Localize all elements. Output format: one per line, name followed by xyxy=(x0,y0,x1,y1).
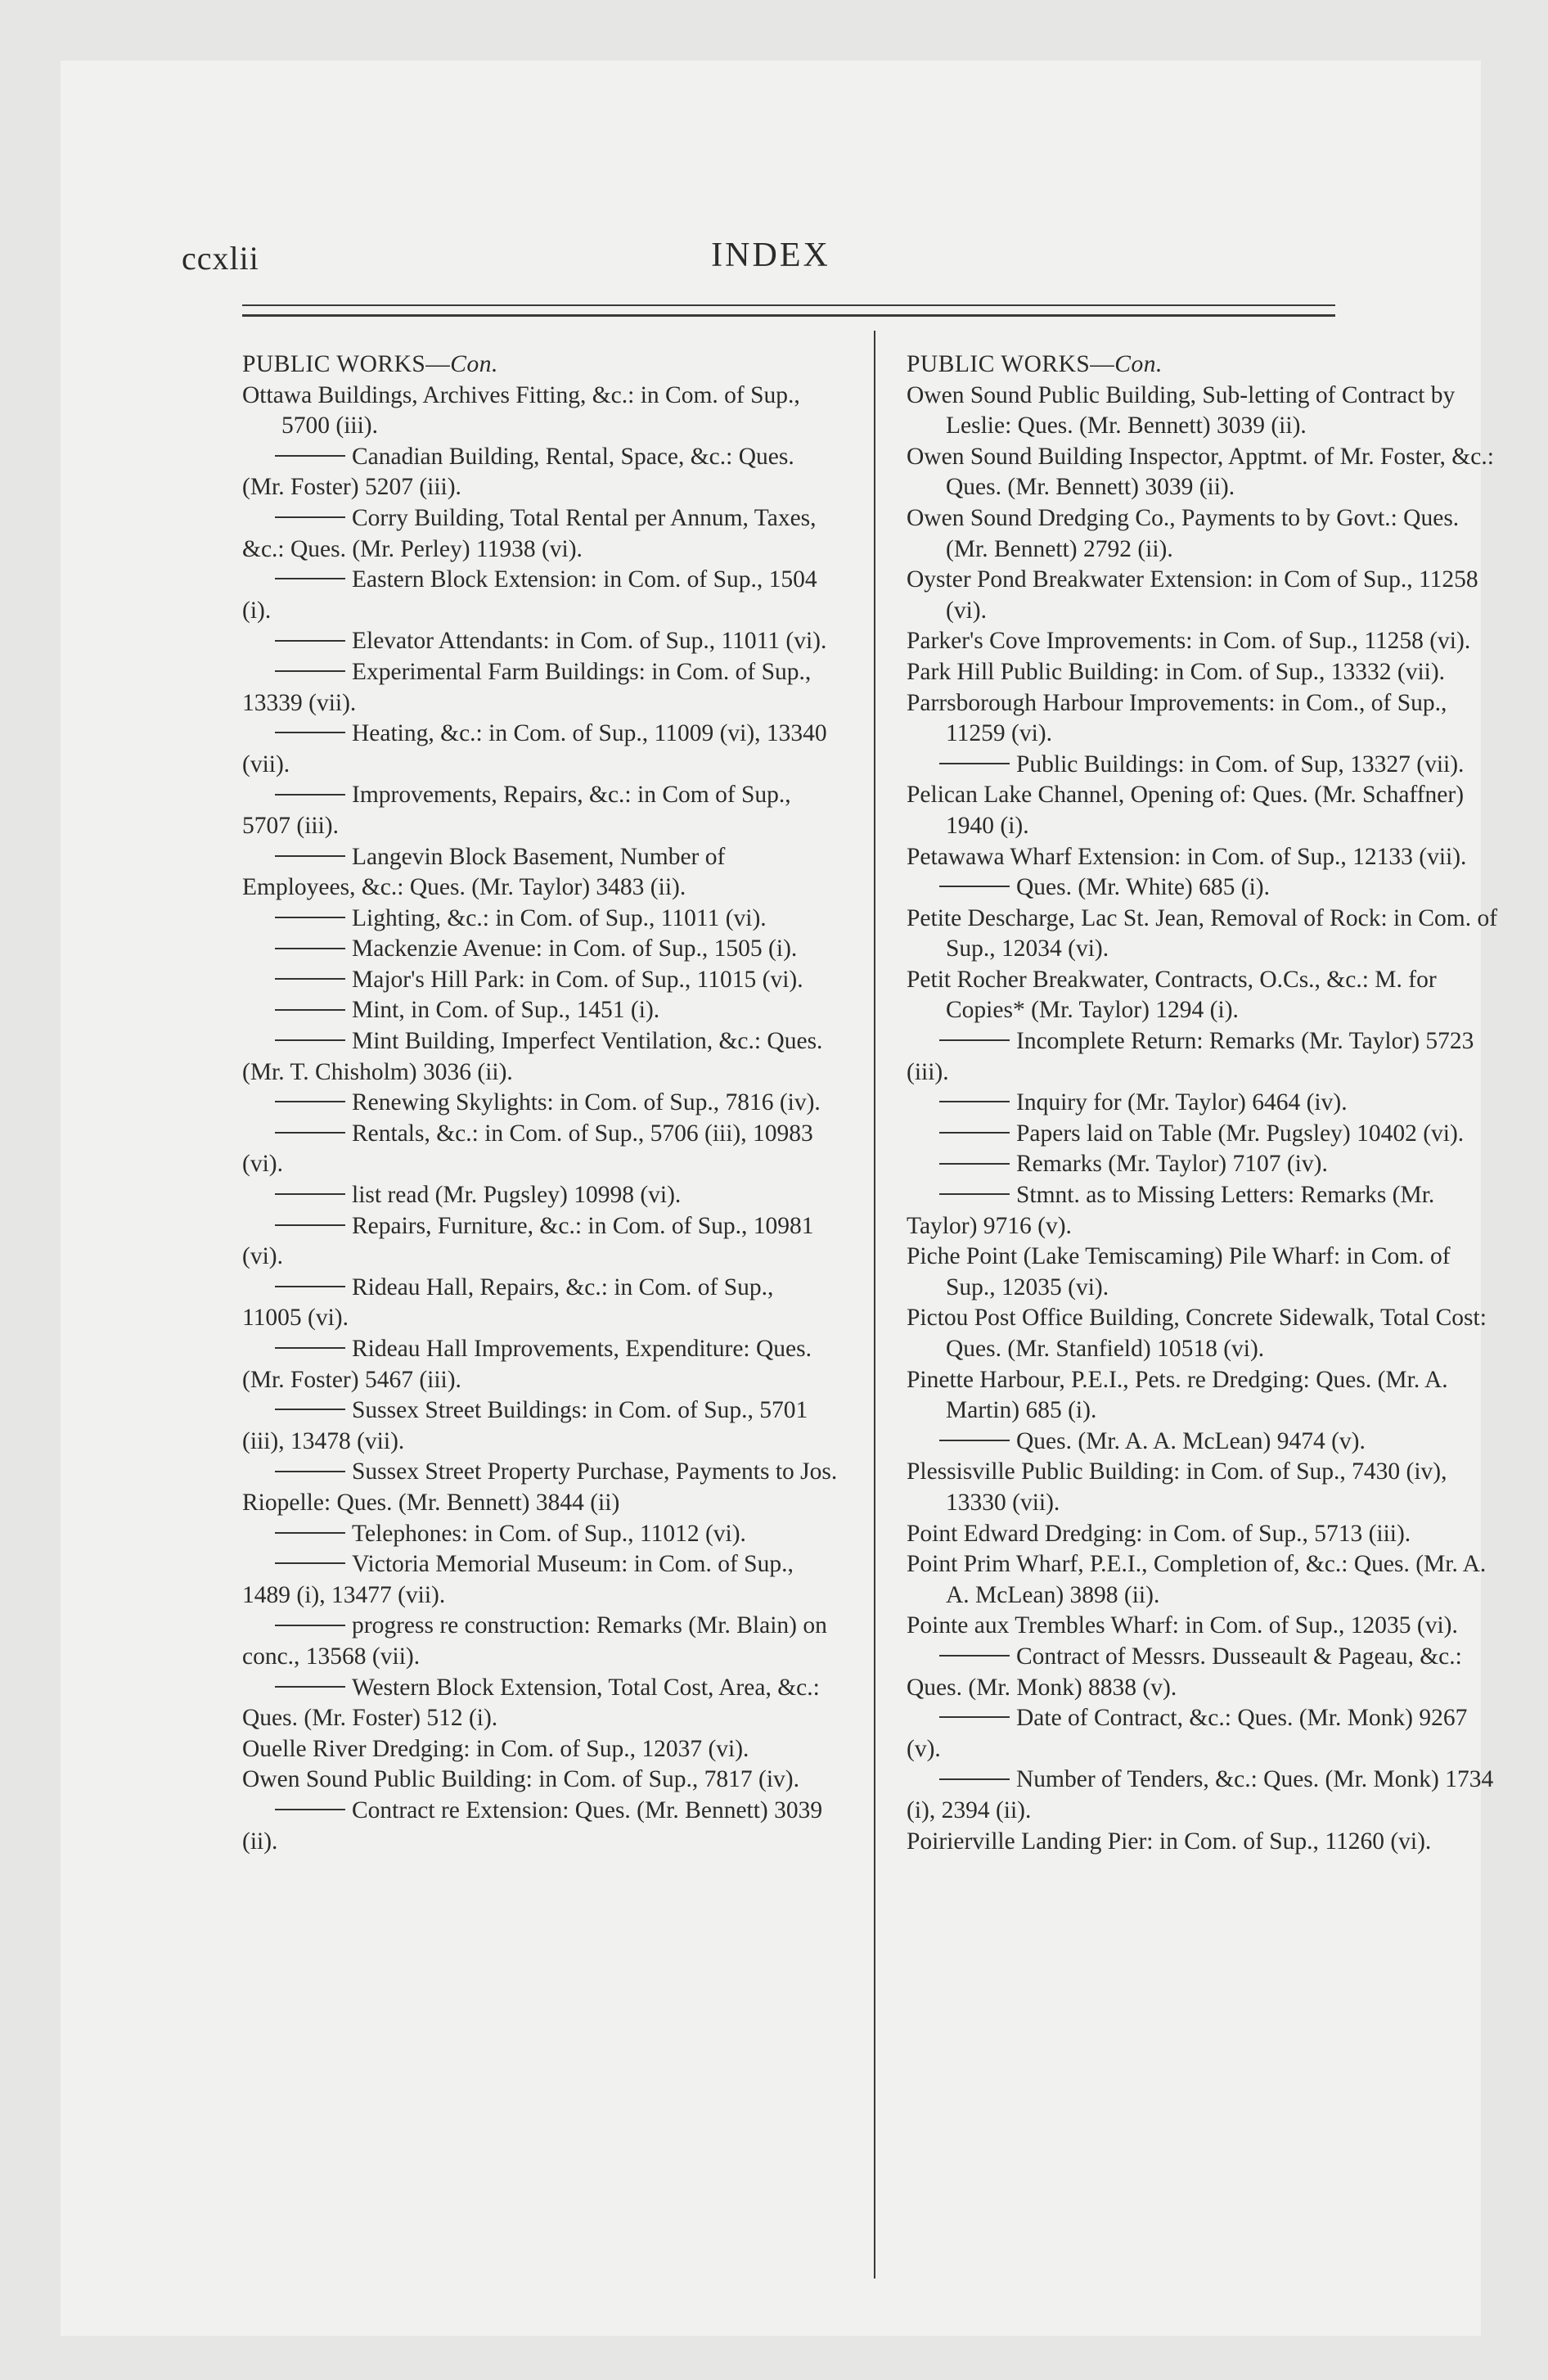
index-subentry xyxy=(242,965,838,996)
entry-text: Park Hill Public Building: in Com. of Sup., 13332 (vii). xyxy=(907,658,1446,685)
entry-text: Point Edward Dredging: in Com. of Sup., 5713 (iii). xyxy=(907,1520,1411,1547)
index-subentry xyxy=(242,626,838,657)
entry-text: Papers laid on Table (Mr. Pugsley) 10402 (vi). xyxy=(1016,1120,1465,1147)
entry-text: Pelican Lake Channel, Opening of: Ques. (Mr. Schaffner) 1940 (i). xyxy=(907,782,1465,839)
entry-text: Point Prim Wharf, P.E.I., Completion of, &c.: Ques. (Mr. A. A. McLean) 3898 (ii). xyxy=(907,1551,1487,1608)
column-divider xyxy=(874,331,875,2279)
entry-text: Contract re Extension: Ques. (Mr. Bennett) 3039 (ii). xyxy=(242,1796,823,1855)
entry-text: Remarks (Mr. Taylor) 7107 (iv). xyxy=(1016,1151,1328,1178)
repeat-dash xyxy=(275,1039,345,1041)
entry-text: Rentals, &c.: in Com. of Sup., 5706 (iii), 10983 (vi). xyxy=(242,1120,813,1178)
index-entry xyxy=(907,1365,1502,1427)
index-entry xyxy=(242,381,838,442)
repeat-dash xyxy=(275,516,345,518)
entry-text: Date of Contract, &c.: Ques. (Mr. Monk) 9267 (v). xyxy=(907,1705,1468,1762)
repeat-dash xyxy=(275,794,345,796)
index-entry xyxy=(907,1827,1502,1858)
index-subentry xyxy=(242,1549,838,1611)
entry-text: Langevin Block Basement, Number of Employees, &c.: Ques. (Mr. Taylor) 3483 (ii). xyxy=(242,843,726,901)
repeat-dash xyxy=(275,1471,345,1472)
index-entry xyxy=(907,1549,1502,1611)
index-entry xyxy=(907,381,1502,442)
entry-text: Owen Sound Public Building, Sub-letting of Contract by Leslie: Ques. (Mr. Bennett) 3039 (ii). xyxy=(907,381,1456,439)
repeat-dash xyxy=(275,670,345,672)
repeat-dash xyxy=(275,1809,345,1810)
index-subentry xyxy=(907,1427,1502,1458)
entry-text: Contract of Messrs. Dusseault & Pageau, &c.: Ques. (Mr. Monk) 8838 (v). xyxy=(907,1643,1462,1701)
repeat-dash xyxy=(275,948,345,949)
repeat-dash xyxy=(275,1625,345,1626)
repeat-dash xyxy=(275,1193,345,1195)
entry-text: Number of Tenders, &c.: Ques. (Mr. Monk) 1734 (i), 2394 (ii). xyxy=(907,1766,1494,1823)
index-subentry xyxy=(242,842,838,904)
repeat-dash xyxy=(275,1286,345,1287)
entry-text: Ouelle River Dredging: in Com. of Sup., 12037 (vi). xyxy=(242,1735,749,1762)
index-subentry xyxy=(907,1765,1502,1826)
index-subentry xyxy=(907,1088,1502,1119)
entry-text: Repairs, Furniture, &c.: in Com. of Sup., 10981 (vi). xyxy=(242,1212,814,1270)
index-subentry xyxy=(242,503,838,565)
section-heading-text: PUBLIC WORKS— xyxy=(242,351,451,377)
entry-text: Inquiry for (Mr. Taylor) 6464 (iv). xyxy=(1016,1089,1348,1116)
index-subentry xyxy=(242,1273,838,1334)
index-subentry xyxy=(242,1180,838,1211)
repeat-dash xyxy=(275,455,345,457)
index-subentry xyxy=(242,1673,838,1734)
right-column xyxy=(907,349,1502,1857)
entry-text: Mint Building, Imperfect Ventilation, &c.: Ques. (Mr. T. Chisholm) 3036 (ii). xyxy=(242,1028,823,1085)
entry-text: Petit Rocher Breakwater, Contracts, O.Cs., &c.: M. for Copies* (Mr. Taylor) 1294 (i). xyxy=(907,966,1437,1024)
index-entry xyxy=(907,1242,1502,1303)
repeat-dash xyxy=(939,1039,1010,1041)
index-entry xyxy=(907,565,1502,626)
index-entry xyxy=(907,1457,1502,1518)
index-subentry xyxy=(242,1119,838,1180)
entry-text: Canadian Building, Rental, Space, &c.: Ques. (Mr. Foster) 5207 (iii). xyxy=(242,443,794,501)
index-subentry xyxy=(242,780,838,841)
entry-text: Lighting, &c.: in Com. of Sup., 11011 (vi). xyxy=(352,904,767,931)
repeat-dash xyxy=(275,1009,345,1011)
index-subentry xyxy=(907,1119,1502,1150)
repeat-dash xyxy=(275,1347,345,1349)
index-entry xyxy=(907,688,1502,750)
entry-text: Owen Sound Public Building: in Com. of Sup., 7817 (iv). xyxy=(242,1766,799,1793)
entry-text: Pictou Post Office Building, Concrete Sidewalk, Total Cost: Ques. (Mr. Stanfield) 10518 (vi). xyxy=(907,1305,1487,1362)
entry-text: Pointe aux Trembles Wharf: in Com. of Sup., 12035 (vi). xyxy=(907,1612,1458,1639)
page-title: INDEX xyxy=(711,237,830,274)
entry-text: Parker's Cove Improvements: in Com. of Sup., 11258 (vi). xyxy=(907,628,1471,655)
entry-text: Experimental Farm Buildings: in Com. of Sup., 13339 (vii). xyxy=(242,658,812,716)
section-heading-con: Con. xyxy=(1114,351,1163,377)
left-column xyxy=(242,349,838,1857)
repeat-dash xyxy=(275,1686,345,1688)
repeat-dash xyxy=(939,886,1010,887)
index-subentry xyxy=(242,719,838,780)
index-entry xyxy=(907,657,1502,688)
entry-text: Petawawa Wharf Extension: in Com. of Sup., 12133 (vii). xyxy=(907,843,1467,870)
index-subentry xyxy=(907,1180,1502,1242)
index-subentry xyxy=(242,1211,838,1273)
repeat-dash xyxy=(275,917,345,918)
repeat-dash xyxy=(939,1778,1010,1780)
entry-text: Sussex Street Property Purchase, Payments to Jos. Riopelle: Ques. (Mr. Bennett) 3844 (ii) xyxy=(242,1458,838,1516)
entry-text: Pinette Harbour, P.E.I., Pets. re Dredging: Ques. (Mr. A. Martin) 685 (i). xyxy=(907,1366,1448,1424)
index-subentry xyxy=(242,1026,838,1088)
index-entry xyxy=(242,1765,838,1796)
entry-text: Piche Point (Lake Temiscaming) Pile Wharf: in Com. of Sup., 12035 (vi). xyxy=(907,1243,1451,1300)
entry-text: Eastern Block Extension: in Com. of Sup., 1504 (i). xyxy=(242,566,817,624)
repeat-dash xyxy=(275,855,345,857)
index-entry xyxy=(907,1519,1502,1550)
repeat-dash xyxy=(939,1101,1010,1102)
entry-text: Corry Building, Total Rental per Annum, Taxes, &c.: Ques. (Mr. Perley) 11938 (vi). xyxy=(242,504,817,562)
index-subentry xyxy=(242,1395,838,1457)
entry-text: Incomplete Return: Remarks (Mr. Taylor) 5723 (iii). xyxy=(907,1028,1474,1085)
section-heading-con: Con. xyxy=(450,351,498,377)
section-heading xyxy=(242,349,838,381)
header-rule xyxy=(242,304,1335,306)
entry-text: Public Buildings: in Com. of Sup, 13327 (vii). xyxy=(1016,751,1465,778)
entry-text: Improvements, Repairs, &c.: in Com of Sup., 5707 (iii). xyxy=(242,782,791,839)
repeat-dash xyxy=(939,1193,1010,1195)
section-heading-text: PUBLIC WORKS— xyxy=(907,351,1115,377)
index-subentry xyxy=(242,1334,838,1395)
entry-text: progress re construction: Remarks (Mr. Blain) on conc., 13568 (vii). xyxy=(242,1612,827,1670)
entry-text: Sussex Street Buildings: in Com. of Sup., 5701 (iii), 13478 (vii). xyxy=(242,1397,808,1454)
entry-text: Petite Descharge, Lac St. Jean, Removal of Rock: in Com. of Sup., 12034 (vi). xyxy=(907,904,1498,962)
entry-text: Rideau Hall, Repairs, &c.: in Com. of Sup., 11005 (vi). xyxy=(242,1273,774,1332)
entry-text: Ques. (Mr. White) 685 (i). xyxy=(1016,874,1270,901)
section-heading xyxy=(907,349,1502,381)
repeat-dash xyxy=(939,763,1010,764)
index-entry xyxy=(907,503,1502,565)
index-subentry xyxy=(242,442,838,503)
entry-text: Mint, in Com. of Sup., 1451 (i). xyxy=(352,997,660,1024)
index-subentry xyxy=(242,1519,838,1550)
entry-text: list read (Mr. Pugsley) 10998 (vi). xyxy=(352,1182,682,1209)
index-subentry xyxy=(242,904,838,935)
index-subentry xyxy=(907,750,1502,781)
repeat-dash xyxy=(275,978,345,980)
index-subentry xyxy=(242,657,838,719)
entry-text: Owen Sound Building Inspector, Apptmt. of Mr. Foster, &c.: Ques. (Mr. Bennett) 3039 (ii). xyxy=(907,443,1494,501)
entry-text: Oyster Pond Breakwater Extension: in Com of Sup., 11258 (vi). xyxy=(907,566,1478,624)
entry-text: Poirierville Landing Pier: in Com. of Sup., 11260 (vi). xyxy=(907,1828,1432,1855)
entry-text: Heating, &c.: in Com. of Sup., 11009 (vi), 13340 (vii). xyxy=(242,720,827,778)
index-subentry xyxy=(907,1149,1502,1180)
entry-text: Renewing Skylights: in Com. of Sup., 7816 (iv). xyxy=(352,1089,821,1116)
repeat-dash xyxy=(939,1440,1010,1441)
entry-text: Major's Hill Park: in Com. of Sup., 11015 (vi). xyxy=(352,966,803,993)
repeat-dash xyxy=(939,1716,1010,1718)
index-entry xyxy=(907,626,1502,657)
entry-text: Victoria Memorial Museum: in Com. of Sup., 1489 (i), 13477 (vii). xyxy=(242,1551,794,1608)
index-subentry xyxy=(242,1088,838,1119)
index-subentry xyxy=(242,565,838,626)
repeat-dash xyxy=(939,1163,1010,1165)
index-subentry xyxy=(242,995,838,1026)
entry-text: Stmnt. as to Missing Letters: Remarks (Mr. Taylor) 9716 (v). xyxy=(907,1182,1435,1239)
repeat-dash xyxy=(275,1409,345,1410)
index-entry xyxy=(907,1303,1502,1364)
index-entry xyxy=(907,965,1502,1026)
entry-text: Ottawa Buildings, Archives Fitting, &c.: in Com. of Sup., 5700 (iii). xyxy=(242,381,800,439)
entry-text: Rideau Hall Improvements, Expenditure: Ques. (Mr. Foster) 5467 (iii). xyxy=(242,1336,812,1393)
repeat-dash xyxy=(939,1655,1010,1657)
repeat-dash xyxy=(275,1562,345,1564)
index-subentry xyxy=(242,1611,838,1672)
entry-text: Ques. (Mr. A. A. McLean) 9474 (v). xyxy=(1016,1427,1366,1454)
repeat-dash xyxy=(939,1132,1010,1134)
index-entry xyxy=(907,904,1502,965)
index-entry xyxy=(907,780,1502,841)
repeat-dash xyxy=(275,732,345,733)
index-entry xyxy=(907,442,1502,503)
entry-text: Western Block Extension, Total Cost, Area, &c.: Ques. (Mr. Foster) 512 (i). xyxy=(242,1674,820,1732)
index-entry xyxy=(907,1611,1502,1642)
entry-text: Telephones: in Com. of Sup., 11012 (vi). xyxy=(352,1520,746,1547)
index-subentry xyxy=(242,934,838,965)
header-rule-double xyxy=(242,314,1335,317)
index-subentry xyxy=(242,1457,838,1518)
entry-text: Parrsborough Harbour Improvements: in Com., of Sup., 11259 (vi). xyxy=(907,689,1447,747)
index-subentry xyxy=(907,1703,1502,1765)
page-sheet xyxy=(61,61,1498,2336)
entry-text: Owen Sound Dredging Co., Payments to by Govt.: Ques. (Mr. Bennett) 2792 (ii). xyxy=(907,504,1460,562)
index-subentry xyxy=(242,1796,838,1857)
repeat-dash xyxy=(275,1224,345,1226)
index-subentry xyxy=(907,1026,1502,1088)
repeat-dash xyxy=(275,1101,345,1102)
index-subentry xyxy=(907,872,1502,904)
repeat-dash xyxy=(275,640,345,642)
repeat-dash xyxy=(275,578,345,579)
page-number: ccxlii xyxy=(182,240,259,277)
index-entry xyxy=(907,842,1502,873)
index-subentry xyxy=(907,1642,1502,1703)
repeat-dash xyxy=(275,1532,345,1534)
entry-text: Mackenzie Avenue: in Com. of Sup., 1505 (i). xyxy=(352,935,798,962)
entry-text: Plessisville Public Building: in Com. of Sup., 7430 (iv), 13330 (vii). xyxy=(907,1458,1447,1516)
entry-text: Elevator Attendants: in Com. of Sup., 11011 (vi). xyxy=(352,628,827,655)
repeat-dash xyxy=(275,1132,345,1134)
index-entry xyxy=(242,1734,838,1765)
